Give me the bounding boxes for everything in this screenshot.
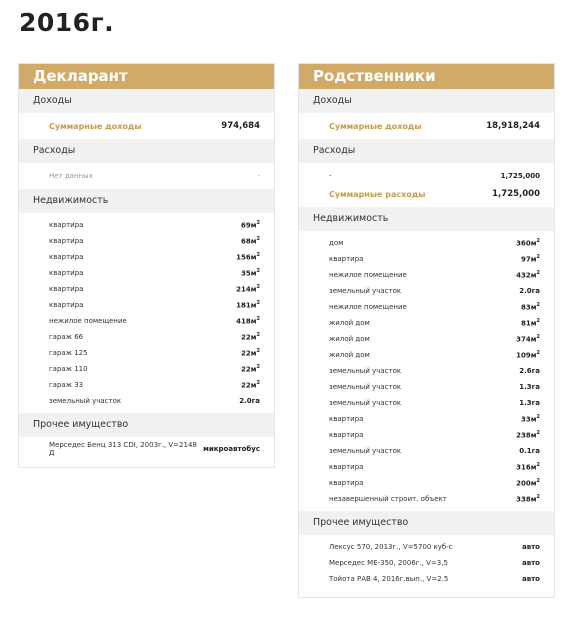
list-item: [299, 459, 554, 475]
declarant-other-title: Прочее имущество: [19, 413, 274, 437]
item-label: квартира: [49, 253, 84, 261]
list-item: [19, 345, 274, 361]
unit-superscript: 2: [256, 284, 260, 291]
item-value: [241, 364, 260, 373]
item-value: [522, 559, 540, 567]
item-label: гараж 125: [49, 349, 88, 357]
item-value-text: 238м: [516, 431, 537, 440]
item-value-text: 374м: [516, 335, 537, 344]
unit-superscript: 2: [256, 252, 260, 259]
list-item: [299, 235, 554, 251]
unit-superscript: 2: [536, 350, 540, 357]
item-value-text: 316м: [516, 463, 537, 472]
relatives-other-title: Прочее имущество: [299, 511, 554, 535]
item-label: нежилое помещение: [329, 271, 407, 279]
item-value-text: 432м: [516, 271, 537, 280]
declarant-income-row: [19, 113, 274, 139]
unit-superscript: 2: [256, 316, 260, 323]
unit-superscript: 2: [536, 238, 540, 245]
item-value-text: 1.3га: [519, 383, 540, 391]
list-item: [299, 555, 554, 571]
expense-label: -: [329, 172, 332, 180]
item-value-text: 22м: [241, 365, 257, 374]
item-label: земельный участок: [329, 399, 402, 407]
item-label: земельный участок: [329, 383, 402, 391]
item-value: [516, 430, 540, 439]
item-value-text: 418м: [236, 317, 257, 326]
item-label: квартира: [329, 255, 364, 263]
unit-superscript: 2: [256, 332, 260, 339]
item-value-text: 22м: [241, 333, 257, 342]
list-item: [19, 377, 274, 393]
unit-superscript: 2: [256, 380, 260, 387]
income-total-value: 974,684: [221, 121, 260, 131]
item-value: [203, 445, 260, 453]
item-value: [516, 462, 540, 471]
item-value-text: авто: [521, 543, 540, 551]
item-label: жилой дом: [329, 319, 370, 327]
item-value: [516, 334, 540, 343]
item-label: квартира: [329, 431, 364, 439]
item-label: незавершенный строит. объект: [329, 495, 447, 503]
item-label: квартира: [329, 415, 364, 423]
list-item: [299, 315, 554, 331]
list-item: [19, 361, 274, 377]
item-label: нежилое помещение: [49, 317, 127, 325]
list-item: [299, 347, 554, 363]
unit-superscript: 2: [536, 462, 540, 469]
item-label: жилой дом: [329, 335, 370, 343]
item-value: [516, 350, 540, 359]
list-item: [299, 251, 554, 267]
item-value: [522, 575, 540, 583]
relatives-expenses-title: Расходы: [299, 139, 554, 163]
item-label: нежилое помещение: [329, 303, 407, 311]
declarant-card: [18, 63, 275, 468]
item-value-text: 97м: [521, 255, 537, 264]
item-value-text: 81м: [521, 319, 537, 328]
item-label: квартира: [329, 463, 364, 471]
list-item: [299, 331, 554, 347]
item-value: [519, 383, 540, 391]
list-item: [299, 411, 554, 427]
item-label: квартира: [49, 301, 84, 309]
item-value: [241, 348, 260, 357]
item-value-text: 33м: [521, 415, 537, 424]
declarant-other-list: [19, 437, 274, 461]
list-item: [299, 427, 554, 443]
item-value-text: 181м: [236, 301, 257, 310]
item-value-text: 156м: [236, 253, 257, 262]
item-label: гараж 110: [49, 365, 88, 373]
item-value-text: 360м: [516, 239, 537, 248]
relatives-income-title: Доходы: [299, 89, 554, 113]
list-item: [299, 379, 554, 395]
unit-superscript: 2: [256, 300, 260, 307]
relatives-expense-total-row: [299, 185, 554, 203]
list-item: [19, 441, 274, 457]
item-value: [236, 316, 260, 325]
list-item: [299, 267, 554, 283]
item-label: Мерседес Бенц 313 CDI, 2003г., V=2148 Д: [49, 441, 197, 457]
item-value: [516, 270, 540, 279]
item-value: [241, 220, 260, 229]
list-item: [19, 217, 274, 233]
unit-superscript: 2: [536, 318, 540, 325]
income-total-value: 18,918,244: [486, 121, 540, 131]
item-value-text: 68м: [241, 237, 257, 246]
unit-superscript: 2: [536, 494, 540, 501]
unit-superscript: 2: [256, 220, 260, 227]
list-item: [299, 491, 554, 507]
item-value: [519, 447, 540, 455]
item-value: [521, 414, 540, 423]
unit-superscript: 2: [256, 348, 260, 355]
list-item: [19, 297, 274, 313]
unit-superscript: 2: [536, 254, 540, 261]
list-item: [299, 395, 554, 411]
item-label: земельный участок: [329, 447, 402, 455]
item-value: [519, 399, 540, 407]
list-item: [19, 281, 274, 297]
relatives-realty-title: Недвижимость: [299, 207, 554, 231]
item-value: [521, 302, 540, 311]
list-item: [299, 283, 554, 299]
item-label: жилой дом: [329, 351, 370, 359]
expense-total-value: 1,725,000: [492, 189, 540, 199]
item-value-text: авто: [521, 559, 540, 567]
item-value: [241, 380, 260, 389]
item-value: [516, 494, 540, 503]
item-value: [239, 397, 260, 405]
item-value-text: 214м: [236, 285, 257, 294]
list-item: [299, 363, 554, 379]
item-value: [522, 543, 540, 551]
item-label: Мерседес МЕ-350, 2006г., V=3,5: [329, 559, 448, 567]
unit-superscript: 2: [536, 270, 540, 277]
item-value-text: микроавтобус: [203, 445, 260, 453]
unit-superscript: 2: [256, 236, 260, 243]
item-value: [521, 318, 540, 327]
list-item: [299, 475, 554, 491]
relatives-income-row: [299, 113, 554, 139]
expenses-label: Нет данных: [49, 172, 93, 180]
list-item: [19, 393, 274, 409]
item-label: квартира: [49, 237, 84, 245]
item-label: земельный участок: [329, 287, 402, 295]
item-value-text: 109м: [516, 351, 537, 360]
list-item: [299, 571, 554, 587]
list-item: [19, 329, 274, 345]
expense-value: 1,725,000: [500, 172, 540, 180]
item-value-text: 338м: [516, 495, 537, 504]
item-label: квартира: [49, 269, 84, 277]
item-label: гараж 33: [49, 381, 84, 389]
list-item: [299, 299, 554, 315]
item-label: земельный участок: [329, 367, 402, 375]
item-value: [519, 287, 540, 295]
relatives-realty-list: [299, 231, 554, 511]
item-value: [516, 478, 540, 487]
item-value-text: 200м: [516, 479, 537, 488]
list-item: [19, 313, 274, 329]
item-value: [519, 367, 540, 375]
item-value: [236, 284, 260, 293]
item-label: Тойота РАВ 4, 2016г.вып., V=2.5: [329, 575, 449, 583]
item-value-text: 22м: [241, 381, 257, 390]
relatives-header: Родственники: [299, 64, 554, 89]
declarant-header: Декларант: [19, 64, 274, 89]
item-value: [241, 236, 260, 245]
declarant-expenses-row: [19, 163, 274, 189]
item-label: квартира: [49, 285, 84, 293]
item-value: [236, 300, 260, 309]
declarant-realty-title: Недвижимость: [19, 189, 274, 213]
item-value-text: 1.3га: [519, 399, 540, 407]
list-item: [299, 539, 554, 555]
unit-superscript: 2: [256, 364, 260, 371]
item-label: земельный участок: [49, 397, 122, 405]
unit-superscript: 2: [536, 430, 540, 437]
item-value-text: 2.0га: [239, 397, 260, 405]
income-total-label: Суммарные доходы: [49, 121, 142, 131]
declarant-income-title: Доходы: [19, 89, 274, 113]
item-value: [241, 268, 260, 277]
item-label: гараж 66: [49, 333, 84, 341]
item-value: [516, 238, 540, 247]
declarant-expenses-title: Расходы: [19, 139, 274, 163]
item-value-text: 0.1га: [519, 447, 540, 455]
item-value-text: 2.0га: [519, 287, 540, 295]
list-item: [19, 233, 274, 249]
item-value: [236, 252, 260, 261]
unit-superscript: 2: [536, 334, 540, 341]
relatives-expense-row: [299, 167, 554, 185]
item-value-text: 22м: [241, 349, 257, 358]
unit-superscript: 2: [256, 268, 260, 275]
item-label: Лексус 570, 2013г., V=5700 куб-с: [329, 543, 453, 551]
unit-superscript: 2: [536, 302, 540, 309]
list-item: [299, 443, 554, 459]
item-value-text: 2.6га: [519, 367, 540, 375]
relatives-card: [298, 63, 555, 598]
income-total-label: Суммарные доходы: [329, 121, 422, 131]
item-value-text: 35м: [241, 269, 257, 278]
unit-superscript: 2: [536, 478, 540, 485]
item-value-text: 69м: [241, 221, 257, 230]
item-label: дом: [329, 239, 344, 247]
page-title: 2016г.: [19, 8, 115, 37]
unit-superscript: 2: [536, 414, 540, 421]
item-label: квартира: [329, 479, 364, 487]
item-value: [521, 254, 540, 263]
declarant-realty-list: [19, 213, 274, 413]
item-value: [241, 332, 260, 341]
list-item: [19, 265, 274, 281]
item-value-text: 83м: [521, 303, 537, 312]
item-value-text: авто: [521, 575, 540, 583]
expenses-value: -: [257, 172, 260, 180]
relatives-other-list: [299, 535, 554, 591]
expense-total-label: Суммарные расходы: [329, 189, 426, 199]
item-label: квартира: [49, 221, 84, 229]
list-item: [19, 249, 274, 265]
